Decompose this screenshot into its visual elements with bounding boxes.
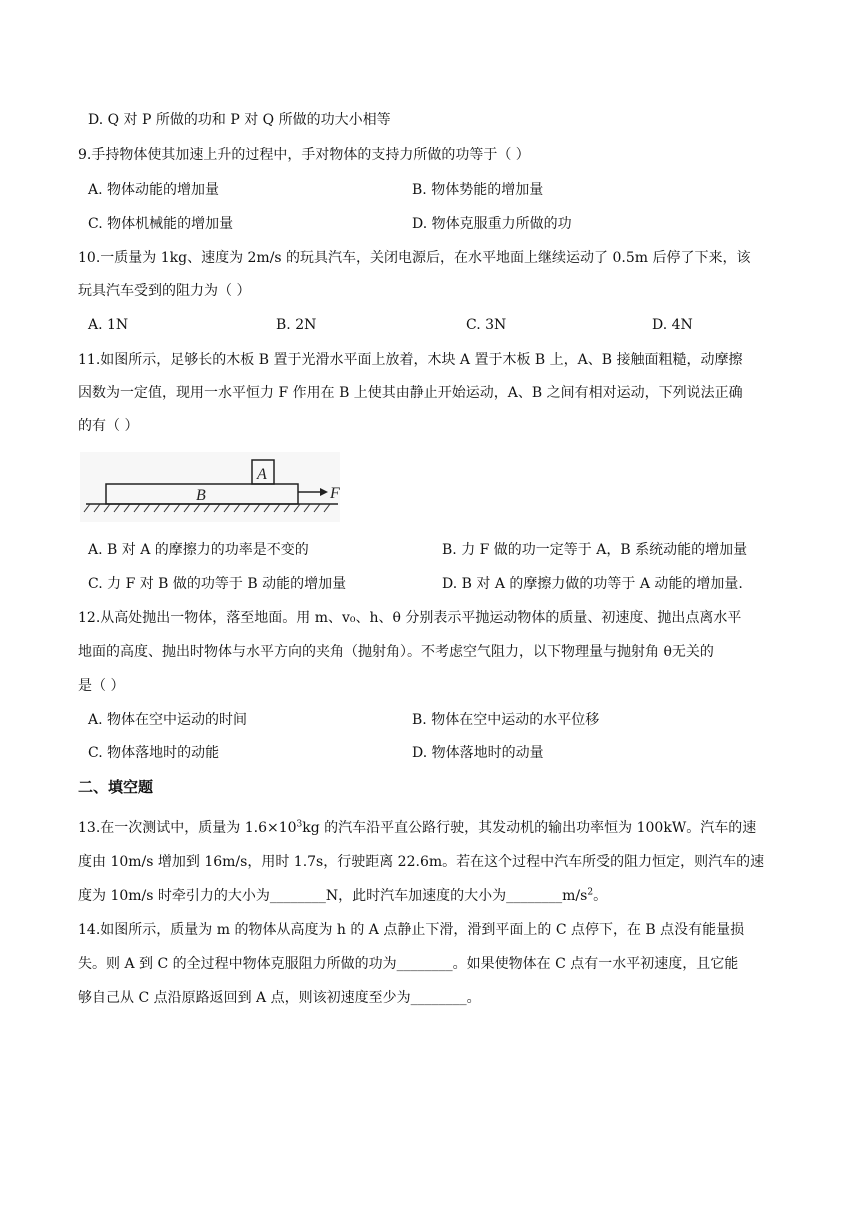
q12-stem-line3: 是（ ） — [78, 678, 125, 694]
q11-option-a: A. B 对 A 的摩擦力的功率是不变的 — [88, 542, 309, 558]
q13-line2: 度由 10m/s 增加到 16m/s，用时 1.7s，行驶距离 22.6m。若在这个过程中汽车所受的阻力恒定，则汽车的速 — [78, 854, 765, 870]
q11-option-d: D. B 对 A 的摩擦力做的功等于 A 动能的增加量. — [442, 576, 743, 592]
q10-option-c: C. 3N — [466, 317, 507, 333]
q11-option-b: B. 力 F 做的功一定等于 A，B 系统动能的增加量 — [442, 542, 748, 558]
q13-line1-b: kg 的汽车沿平直公路行驶，其发动机的输出功率恒为 100kW。汽车的速 — [302, 820, 757, 836]
q10-stem-line2: 玩具汽车受到的阻力为（ ） — [78, 283, 251, 299]
figure-background — [80, 452, 340, 522]
q8-option-d: D. Q 对 P 所做的功和 P 对 Q 所做的功大小相等 — [88, 112, 391, 128]
q12-option-b: B. 物体在空中运动的水平位移 — [412, 712, 600, 728]
q9-option-a: A. 物体动能的增加量 — [88, 182, 220, 198]
q12-option-a: A. 物体在空中运动的时间 — [88, 712, 248, 728]
label-f: F — [330, 485, 340, 502]
q13-line1 — [78, 818, 756, 838]
q9-option-c: C. 物体机械能的增加量 — [88, 216, 234, 232]
q13-line1-sup: 3 — [296, 819, 303, 830]
q10-stem-line1: 10.一质量为 1kg、速度为 2m/s 的玩具汽车，关闭电源后，在水平地面上继续运动了 0.5m 后停了下来，该 — [78, 250, 751, 266]
q11-stem-line2: 因数为一定值，现用一水平恒力 F 作用在 B 上使其由静止开始运动，A、B 之间有相对运动，下列说法正确 — [78, 385, 743, 401]
q13-line3-b: 。 — [593, 888, 608, 904]
label-a: A — [257, 466, 267, 483]
board-block-figure — [80, 452, 340, 522]
q13-line3-a: 度为 10m/s 时牵引力的大小为________N，此时汽车加速度的大小为________m/s — [78, 888, 588, 904]
q14-line1: 14.如图所示，质量为 m 的物体从高度为 h 的 A 点静止下滑，滑到平面上的 C 点停下，在 B 点没有能量损 — [78, 922, 745, 938]
q10-option-d: D. 4N — [652, 317, 693, 333]
q9-option-b: B. 物体势能的增加量 — [412, 182, 544, 198]
q9-stem: 9.手持物体使其加速上升的过程中，手对物体的支持力所做的功等于（ ） — [78, 147, 530, 163]
section-heading-fill-in: 二、填空题 — [78, 778, 154, 796]
q12-stem-line1: 12.从高处抛出一物体，落至地面。用 m、v₀、h、θ 分别表示平抛运动物体的质量、初速度、抛出点离水平 — [78, 610, 742, 626]
q13-line3 — [78, 886, 607, 906]
q11-option-c: C. 力 F 对 B 做的功等于 B 动能的增加量 — [88, 576, 347, 592]
q12-option-d: D. 物体落地时的动量 — [412, 745, 544, 761]
q10-option-b: B. 2N — [276, 317, 317, 333]
q13-line1-a: 13.在一次测试中，质量为 1.6×10 — [78, 820, 297, 836]
q13-line3-sup: 2 — [587, 887, 594, 898]
q10-option-a: A. 1N — [88, 317, 129, 333]
label-b: B — [196, 487, 206, 504]
q14-line2: 失。则 A 到 C 的全过程中物体克服阻力所做的功为________。如果使物体在 C 点有一水平初速度，且它能 — [78, 956, 739, 972]
q11-stem-line1: 11.如图所示，足够长的木板 B 置于光滑水平面上放着，木块 A 置于木板 B 上，A、B 接触面粗糙，动摩擦 — [78, 352, 743, 368]
q12-stem-line2: 地面的高度、抛出时物体与水平方向的夹角（抛射角）。不考虑空气阻力，以下物理量与抛射角 θ无关的 — [78, 644, 714, 660]
q9-option-d: D. 物体克服重力所做的功 — [412, 216, 572, 232]
q11-stem-line3: 的有（ ） — [78, 418, 139, 434]
q14-line3: 够自己从 C 点沿原路返回到 A 点，则该初速度至少为________。 — [78, 990, 481, 1006]
q12-option-c: C. 物体落地时的动能 — [88, 745, 220, 761]
